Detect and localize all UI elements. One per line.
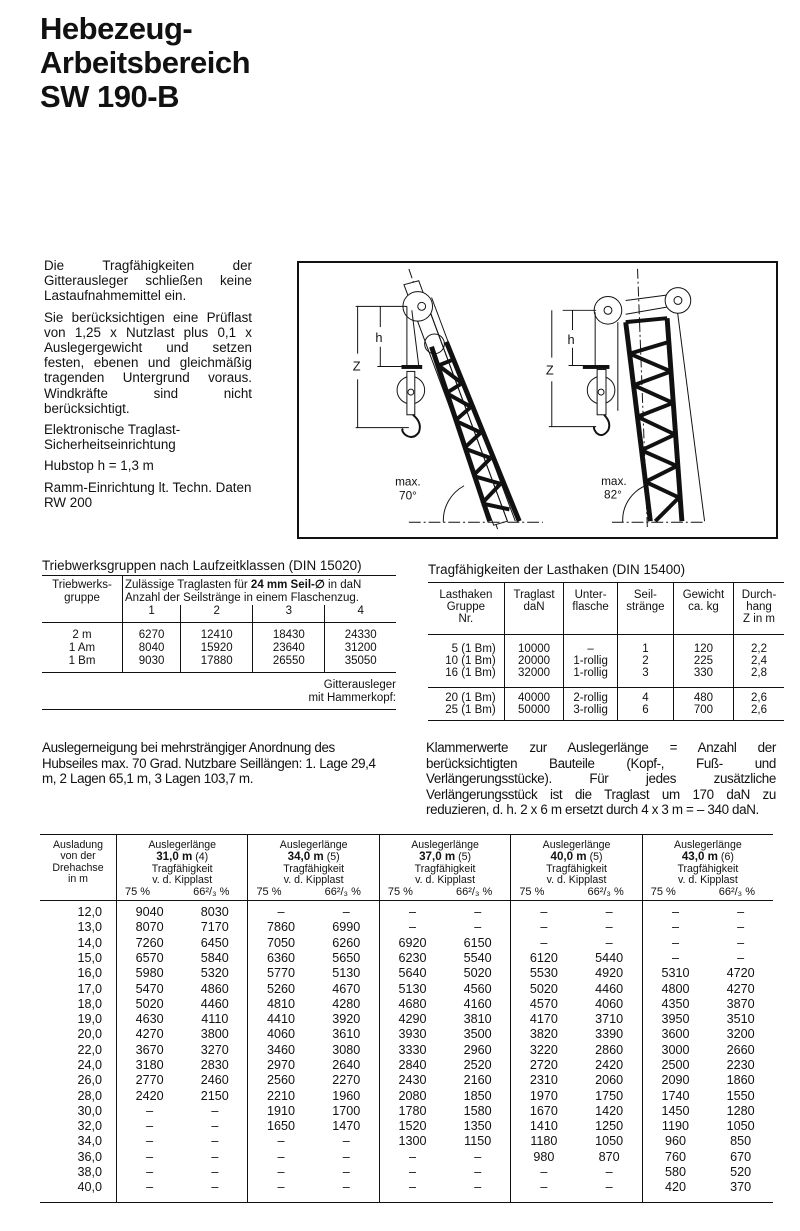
table-row-group: [428, 688, 784, 720]
capacity-cell: –: [211, 1103, 219, 1118]
capacity-cell: 6570: [117, 951, 183, 966]
capacity-cell: 4630: [117, 1012, 183, 1027]
capacity-cell: 2720: [511, 1058, 577, 1073]
capacity-cell: –: [511, 1180, 577, 1202]
table-row: [40, 1089, 773, 1104]
capacity-cell: –: [117, 1180, 183, 1202]
capacity-cell: –: [342, 1180, 350, 1195]
capacity-cell: 6260: [332, 935, 361, 950]
capacity-cell: 2160: [463, 1073, 492, 1088]
intro-paragraph: Ramm-Einrichtung lt. Techn. Daten RW 200: [44, 479, 252, 510]
capacity-cell: 4560: [463, 981, 492, 996]
capacity-cell: 1050: [726, 1119, 755, 1134]
capacity-cell: 7260: [117, 936, 183, 951]
col-header-boom-37: Auslegerlänge 37,0 m (5) Tragfähigkeit v. d. Kipplast 75 % 66²/₃ %: [379, 835, 510, 901]
capacity-cell: 1190: [642, 1119, 708, 1134]
capacity-cell: 5540: [463, 950, 492, 965]
capacity-cell: –: [211, 1149, 219, 1164]
capacity-cell: –: [379, 920, 445, 935]
value-cell: 18430 23640 26550: [253, 623, 325, 673]
capacity-cell: 520: [730, 1165, 752, 1180]
capacity-cell: 1420: [595, 1103, 624, 1118]
capacity-cell: 3460: [248, 1043, 314, 1058]
capacity-cell: 1350: [463, 1119, 492, 1134]
drive-groups-title: Triebwerksgruppen nach Laufzeitklassen (DIN 15020): [42, 558, 362, 573]
strands-header: 1: [148, 605, 155, 617]
capacity-cell: –: [642, 951, 708, 966]
title-line-1: Hebezeug-: [40, 11, 193, 46]
col-header-boom-31: Auslegerlänge 31,0 m (4) Tragfähigkeit v. d. Kipplast 75 % 66²/₃ %: [117, 835, 248, 901]
boom-diagram: [297, 261, 778, 539]
capacity-cell: 4920: [595, 966, 624, 981]
radius-cell: 40,0: [77, 1180, 102, 1195]
capacity-cell: 4460: [200, 996, 229, 1011]
capacity-cell: 1700: [332, 1103, 361, 1118]
capacity-cell: 5130: [379, 982, 445, 997]
capacity-cell: 420: [642, 1180, 708, 1202]
value-cell: 24330 31200 35050: [325, 623, 396, 673]
capacity-cell: –: [474, 1149, 482, 1164]
radius-cell: 15,0: [77, 950, 102, 965]
capacity-cell: –: [211, 1134, 219, 1149]
capacity-cell: 2660: [726, 1042, 755, 1057]
capacity-cell: 670: [730, 1149, 752, 1164]
capacity-cell: 7860: [248, 920, 314, 935]
capacity-cell: 6150: [463, 935, 492, 950]
capacity-cell: 4570: [511, 997, 577, 1012]
capacity-cell: 4410: [248, 1012, 314, 1027]
capacity-cell: 1050: [595, 1134, 624, 1149]
capacity-cell: 1520: [379, 1119, 445, 1134]
capacity-cell: –: [342, 1165, 350, 1180]
capacity-cell: 3930: [379, 1027, 445, 1042]
capacity-cell: 2830: [200, 1058, 229, 1072]
table-row: [40, 997, 773, 1012]
col-header: Seil- stränge: [617, 583, 673, 635]
col-header-boom-40: Auslegerlänge 40,0 m (5) Tragfähigkeit v. d. Kipplast 75 % 66²/₃ %: [511, 835, 642, 901]
capacity-cell: 1450: [642, 1104, 708, 1119]
capacity-cell: –: [248, 1150, 314, 1165]
value-cell: 6270 8040 9030: [123, 623, 181, 673]
table-row: [40, 1134, 773, 1149]
capacity-cell: 3080: [332, 1042, 361, 1057]
note-boom-inclination: Auslegerneigung bei mehrsträngiger Anordnung des Hubseiles max. 70 Grad. Nutzbare Seillängen: 1. Lage 29,4 m, 2 Lagen 65,1 m, 3 Lagen 103,7 m.: [42, 740, 376, 786]
capacity-cell: 3500: [463, 1027, 492, 1042]
hooks-table: [428, 582, 784, 721]
col-header-group: Triebwerks- gruppe: [42, 576, 123, 623]
capacity-cell: 2420: [595, 1058, 624, 1072]
col-header-boom-43: Auslegerlänge 43,0 m (6) Tragfähigkeit v. d. Kipplast 75 % 66²/₃ %: [642, 835, 773, 901]
title-line-2: Arbeitsbereich: [40, 45, 251, 80]
capacity-cell: 4060: [595, 996, 624, 1011]
cell: 120 225 330: [673, 634, 733, 688]
radius-cell: 24,0: [77, 1058, 102, 1072]
capacity-cell: 3670: [117, 1043, 183, 1058]
capacity-cell: 1740: [642, 1089, 708, 1104]
capacity-cell: 2230: [726, 1058, 755, 1072]
capacity-cell: 760: [642, 1150, 708, 1165]
svg-text:h: h: [567, 331, 575, 347]
capacity-cell: 4290: [379, 1012, 445, 1027]
svg-text:Z: Z: [545, 362, 554, 378]
radius-cell: 32,0: [77, 1119, 102, 1134]
group-cell: 2 m 1 Am 1 Bm: [42, 623, 123, 673]
capacity-cell: 3870: [726, 996, 755, 1011]
capacity-cell: –: [642, 920, 708, 935]
table-footer: [42, 673, 396, 710]
capacity-cell: 3390: [595, 1027, 624, 1042]
cell: 2-rollig 3-rollig: [564, 688, 618, 720]
capacity-cell: 5020: [511, 982, 577, 997]
capacity-cell: 1670: [511, 1104, 577, 1119]
capacity-cell: 4720: [726, 966, 755, 981]
intro-paragraph: Hubstop h = 1,3 m: [44, 458, 154, 474]
capacity-cell: 6450: [200, 935, 229, 950]
capacity-cell: 2210: [248, 1089, 314, 1104]
col-header-radius: Ausladung von der Drehachse in m: [40, 835, 117, 901]
capacity-cell: –: [474, 920, 482, 935]
capacity-cell: –: [117, 1165, 183, 1180]
col-header: Traglast daN: [504, 583, 564, 635]
capacity-cell: –: [474, 1165, 482, 1180]
capacity-cell: 2500: [642, 1058, 708, 1073]
intro-paragraph: Sie berücksichtigen eine Prüflast von 1,25 x Nutzlast plus 0,1 x Auslegergewicht und setzen festen, ebenen und gleichmäßig tragenden Untergrund voraus. Windkräfte sind nicht berücksichtigt.: [44, 309, 252, 416]
col-header-capacity: Zulässige Traglasten für 24 mm Seil-∅ in daN Anzahl der Seilstränge in einem Flaschenzug.: [123, 576, 397, 606]
cell: 2,6 2,6: [734, 688, 784, 720]
capacity-cell: 2860: [595, 1042, 624, 1057]
capacity-cell: 2310: [511, 1073, 577, 1088]
table-row: [40, 1073, 773, 1088]
capacity-cell: 5650: [332, 950, 361, 965]
cell: 4 6: [617, 688, 673, 720]
hooks-title: Tragfähigkeiten der Lasthaken (DIN 15400): [428, 562, 686, 577]
capacity-cell: 1280: [726, 1103, 755, 1118]
capacity-cell: –: [605, 920, 613, 935]
crane-boom-illustration: [299, 263, 776, 537]
capacity-cell: –: [737, 950, 745, 965]
capacity-cell: 580: [642, 1165, 708, 1180]
capacity-cell: 6120: [511, 951, 577, 966]
cell: 10000 20000 32000: [504, 634, 564, 688]
capacity-cell: 2640: [332, 1058, 361, 1072]
capacity-cell: 3810: [463, 1012, 492, 1027]
col-header: Gewicht ca. kg: [673, 583, 733, 635]
capacity-cell: –: [342, 1149, 350, 1164]
capacity-cell: –: [248, 1180, 314, 1202]
cell: 20 (1 Bm) 25 (1 Bm): [428, 688, 504, 720]
capacity-cell: 4350: [642, 997, 708, 1012]
capacity-cell: 5020: [117, 997, 183, 1012]
capacity-cell: 3950: [642, 1012, 708, 1027]
radius-cell: 19,0: [77, 1012, 102, 1027]
capacity-cell: 3330: [379, 1043, 445, 1058]
radius-cell: 34,0: [77, 1134, 102, 1149]
capacity-cell: 6360: [248, 951, 314, 966]
capacity-cell: 4170: [511, 1012, 577, 1027]
col-header: Durch- hang Z in m: [734, 583, 784, 635]
col-header-boom-34: Auslegerlänge 34,0 m (5) Tragfähigkeit v. d. Kipplast 75 % 66²/₃ %: [248, 835, 379, 901]
capacity-cell: 4800: [642, 982, 708, 997]
capacity-cell: –: [211, 1180, 219, 1195]
table-row: [40, 1150, 773, 1165]
radius-cell: 13,0: [77, 920, 102, 935]
capacity-cell: 6230: [379, 951, 445, 966]
capacity-cell: 1970: [511, 1089, 577, 1104]
table-row: [40, 1104, 773, 1119]
capacity-cell: 1300: [379, 1134, 445, 1149]
capacity-cell: 4670: [332, 981, 361, 996]
capacity-cell: 4680: [379, 997, 445, 1012]
capacity-cell: 2080: [379, 1089, 445, 1104]
table-row: [42, 623, 396, 673]
capacity-cell: 7050: [248, 936, 314, 951]
capacity-cell: 2060: [595, 1073, 624, 1088]
radius-cell: 38,0: [77, 1165, 102, 1180]
capacity-cell: 3220: [511, 1043, 577, 1058]
capacity-cell: 5640: [379, 966, 445, 981]
capacity-cell: 5530: [511, 966, 577, 981]
cell: – 1-rollig 1-rollig: [564, 634, 618, 688]
capacity-cell: 5840: [200, 950, 229, 965]
capacity-cell: 1910: [248, 1104, 314, 1119]
capacity-cell: –: [379, 1180, 445, 1202]
capacity-cell: 5470: [117, 982, 183, 997]
capacity-cell: –: [737, 935, 745, 950]
capacity-cell: 2560: [248, 1073, 314, 1088]
capacity-cell: –: [248, 901, 314, 921]
page-title: [40, 12, 250, 114]
capacity-cell: 5020: [463, 966, 492, 981]
capacity-cell: 1860: [726, 1073, 755, 1088]
capacity-cell: 3200: [726, 1027, 755, 1042]
table-row: [40, 951, 773, 966]
capacity-cell: 2770: [117, 1073, 183, 1088]
radius-cell: 14,0: [77, 935, 102, 950]
load-table-body: [40, 901, 773, 1203]
capacity-cell: 2460: [200, 1073, 229, 1088]
svg-text:max.: max.: [395, 474, 421, 489]
capacity-cell: –: [248, 1134, 314, 1149]
capacity-cell: 2270: [332, 1073, 361, 1088]
capacity-cell: 4810: [248, 997, 314, 1012]
capacity-cell: 4270: [726, 981, 755, 996]
capacity-cell: 3510: [726, 1012, 755, 1027]
capacity-cell: 1580: [463, 1103, 492, 1118]
capacity-cell: 850: [730, 1134, 752, 1149]
capacity-cell: 5310: [642, 966, 708, 981]
capacity-cell: 3920: [332, 1012, 361, 1027]
capacity-cell: –: [117, 1134, 183, 1149]
cell: 5 (1 Bm) 10 (1 Bm) 16 (1 Bm): [428, 634, 504, 688]
capacity-cell: 2150: [200, 1088, 229, 1103]
capacity-cell: 2970: [248, 1058, 314, 1073]
capacity-cell: –: [342, 1134, 350, 1149]
capacity-cell: 870: [598, 1149, 620, 1164]
intro-paragraph: Die Tragfähigkeiten der Gitterausleger schließen keine Lastaufnahmemittel ein.: [44, 258, 252, 304]
capacity-cell: 1150: [464, 1134, 492, 1149]
capacity-cell: 2520: [463, 1058, 492, 1072]
capacity-cell: 3600: [642, 1027, 708, 1042]
capacity-cell: 6920: [379, 936, 445, 951]
capacity-cell: 5440: [595, 950, 624, 965]
capacity-cell: 4270: [117, 1027, 183, 1042]
capacity-cell: –: [248, 1165, 314, 1180]
drive-groups-table: [42, 575, 396, 710]
capacity-cell: 9040: [117, 901, 183, 921]
cell: 1 2 3: [617, 634, 673, 688]
capacity-cell: –: [117, 1150, 183, 1165]
capacity-cell: 1780: [379, 1104, 445, 1119]
capacity-cell: –: [511, 901, 577, 921]
table-row: [40, 966, 773, 981]
capacity-cell: –: [511, 936, 577, 951]
radius-cell: 22,0: [77, 1042, 102, 1057]
capacity-cell: –: [342, 905, 350, 920]
svg-text:82°: 82°: [604, 487, 622, 502]
capacity-cell: 2840: [379, 1058, 445, 1073]
radius-cell: 12,0: [77, 905, 102, 920]
table-row: [40, 1043, 773, 1058]
radius-cell: 20,0: [77, 1027, 102, 1042]
capacity-cell: 5770: [248, 966, 314, 981]
table-row: [40, 1058, 773, 1073]
capacity-cell: 4160: [463, 996, 492, 1011]
svg-text:70°: 70°: [399, 488, 417, 503]
capacity-cell: 1250: [595, 1119, 624, 1134]
capacity-cell: 3610: [332, 1027, 361, 1042]
radius-cell: 28,0: [77, 1088, 102, 1103]
capacity-cell: 960: [642, 1134, 708, 1149]
table-row: [40, 920, 773, 935]
col-header: Unter- flasche: [564, 583, 618, 635]
capacity-cell: 4060: [248, 1027, 314, 1042]
capacity-cell: 5980: [117, 966, 183, 981]
capacity-cell: –: [737, 920, 745, 935]
capacity-cell: 4110: [201, 1012, 229, 1027]
capacity-cell: –: [642, 936, 708, 951]
capacity-cell: 1850: [463, 1088, 492, 1103]
capacity-cell: 1550: [726, 1088, 755, 1103]
capacity-cell: 1470: [332, 1119, 361, 1134]
table-row: [40, 1165, 773, 1180]
capacity-cell: 1410: [511, 1119, 577, 1134]
capacity-cell: 6990: [332, 920, 361, 935]
capacity-cell: –: [379, 1150, 445, 1165]
capacity-cell: 8030: [200, 905, 229, 920]
table-row: [40, 901, 773, 921]
capacity-cell: 4860: [200, 981, 229, 996]
capacity-cell: –: [379, 1165, 445, 1180]
capacity-cell: –: [605, 905, 613, 920]
radius-cell: 36,0: [77, 1149, 102, 1164]
capacity-cell: –: [379, 901, 445, 921]
radius-cell: 30,0: [77, 1103, 102, 1118]
capacity-cell: 1650: [248, 1119, 314, 1134]
value-cell: 12410 15920 17880: [181, 623, 253, 673]
table-row: [40, 982, 773, 997]
capacity-cell: 5130: [332, 966, 361, 981]
capacity-cell: 4460: [595, 981, 624, 996]
col-header: Lasthaken Gruppe Nr.: [428, 583, 504, 635]
svg-text:max.: max.: [601, 473, 627, 488]
capacity-cell: 3180: [117, 1058, 183, 1073]
capacity-cell: 1750: [595, 1088, 624, 1103]
capacity-cell: 5260: [248, 982, 314, 997]
capacity-cell: –: [474, 905, 482, 920]
load-capacity-table: [40, 834, 773, 1203]
radius-cell: 17,0: [77, 981, 102, 996]
capacity-cell: 3800: [200, 1027, 229, 1042]
cell: 40000 50000: [504, 688, 564, 720]
table-row: [40, 936, 773, 951]
capacity-cell: –: [737, 905, 745, 920]
capacity-cell: 5320: [200, 966, 229, 981]
table-row: [40, 1012, 773, 1027]
radius-cell: 16,0: [77, 966, 102, 981]
capacity-cell: 3270: [200, 1042, 229, 1057]
capacity-cell: 1960: [332, 1088, 361, 1103]
footer-note: Gitterausleger mit Hammerkopf:: [42, 673, 396, 710]
strands-header: 4: [325, 605, 396, 623]
capacity-cell: –: [117, 1104, 183, 1119]
table-row: [40, 1027, 773, 1042]
capacity-cell: –: [642, 901, 708, 921]
capacity-cell: 4280: [332, 996, 361, 1011]
capacity-cell: 7170: [200, 920, 229, 935]
radius-cell: 26,0: [77, 1073, 102, 1088]
capacity-cell: –: [605, 1165, 613, 1180]
svg-text:Z: Z: [352, 358, 361, 374]
cell: 2,2 2,4 2,8: [734, 634, 784, 688]
capacity-cell: –: [511, 920, 577, 935]
capacity-cell: –: [605, 1180, 613, 1195]
capacity-cell: –: [511, 1165, 577, 1180]
capacity-cell: –: [211, 1165, 219, 1180]
capacity-cell: 2960: [463, 1042, 492, 1057]
capacity-cell: 2090: [642, 1073, 708, 1088]
capacity-cell: –: [474, 1180, 482, 1195]
radius-cell: 18,0: [77, 996, 102, 1011]
svg-text:h: h: [375, 329, 383, 345]
capacity-cell: 370: [730, 1180, 752, 1195]
capacity-cell: 3710: [595, 1012, 624, 1027]
table-row-group: [428, 634, 784, 688]
capacity-cell: 2420: [117, 1089, 183, 1104]
cell: 480 700: [673, 688, 733, 720]
capacity-cell: 2430: [379, 1073, 445, 1088]
note-bracket-values: Klammerwerte zur Auslegerlänge = Anzahl der berücksichtigten Bauteile (Kopf-, Fuß- und Verlängerungsstücke). Für jedes zusätzliche Verlängerungsstück ist die Traglast um 170 daN zu reduzieren, d. h. 2 x 6 m ersetzt durch 4 x 3 m = – 340 daN.: [426, 740, 776, 817]
capacity-cell: –: [117, 1119, 183, 1134]
capacity-cell: 1180: [511, 1134, 577, 1149]
capacity-cell: 3000: [642, 1043, 708, 1058]
capacity-cell: 3820: [511, 1027, 577, 1042]
title-line-3: SW 190-B: [40, 79, 179, 114]
intro-paragraph: Elektronische Traglast-Sicherheitseinrichtung: [44, 422, 181, 453]
intro-text: [44, 258, 252, 516]
capacity-cell: 980: [511, 1150, 577, 1165]
capacity-cell: 8070: [117, 920, 183, 935]
capacity-cell: –: [605, 935, 613, 950]
table-row: [40, 1180, 773, 1202]
strands-header: 3: [253, 605, 325, 623]
strands-header: 2: [181, 605, 253, 623]
table-row: [40, 1119, 773, 1134]
capacity-cell: –: [211, 1119, 219, 1134]
